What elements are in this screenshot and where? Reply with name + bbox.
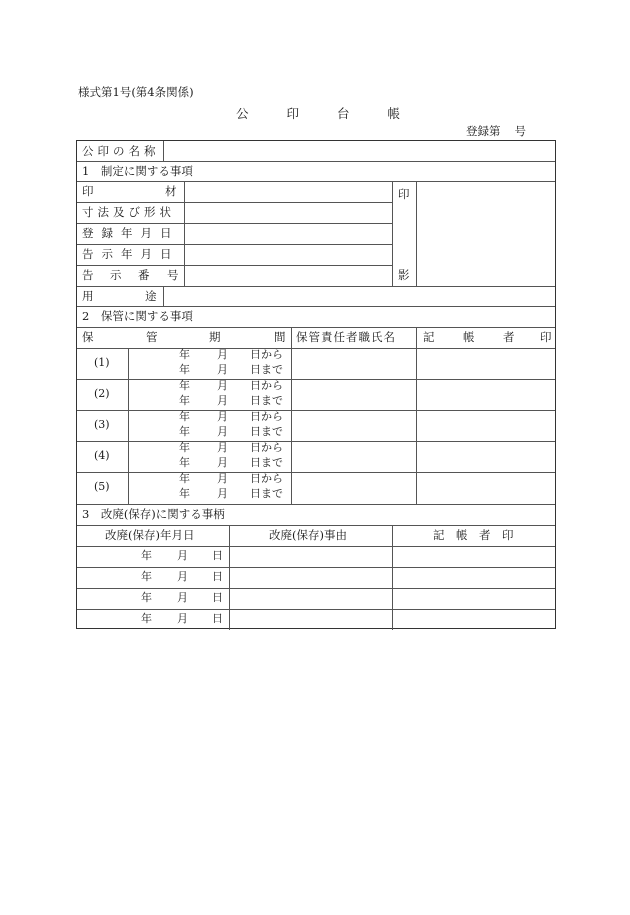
from-day: 日から bbox=[250, 441, 283, 454]
from-month: 月 bbox=[217, 441, 228, 454]
to-month: 月 bbox=[217, 487, 228, 500]
to-month: 月 bbox=[217, 456, 228, 469]
title-char: 台 bbox=[337, 106, 350, 121]
material-label-1: 印 bbox=[82, 184, 94, 198]
period-row-number: (1) bbox=[94, 356, 110, 369]
to-year: 年 bbox=[179, 487, 190, 500]
from-year: 年 bbox=[179, 410, 190, 423]
to-month: 月 bbox=[217, 394, 228, 407]
size-shape-label: 寸法及び形状 bbox=[82, 205, 175, 219]
to-year: 年 bbox=[179, 425, 190, 438]
notice-number-label-1: 告 bbox=[82, 268, 94, 282]
from-year: 年 bbox=[179, 472, 190, 485]
section3-heading: 3 改廃(保存)に関する事柄 bbox=[82, 507, 225, 521]
change-day: 日 bbox=[212, 591, 223, 604]
page-title bbox=[236, 104, 400, 122]
change-year: 年 bbox=[141, 591, 152, 604]
to-day: 日まで bbox=[250, 456, 283, 469]
impression-label-bottom: 影 bbox=[398, 268, 410, 282]
seal-name-label: 公印の名称 bbox=[82, 144, 160, 158]
period-row-number: (3) bbox=[94, 418, 110, 431]
registration-number bbox=[466, 123, 526, 139]
purpose-label-2: 途 bbox=[145, 289, 157, 303]
change-year: 年 bbox=[141, 570, 152, 583]
to-month: 月 bbox=[217, 363, 228, 376]
purpose-label-1: 用 bbox=[82, 289, 94, 303]
form-number: 様式第1号(第4条関係) bbox=[78, 85, 194, 99]
to-day: 日まで bbox=[250, 487, 283, 500]
section1-heading: 1 制定に関する事項 bbox=[82, 164, 193, 178]
registration-suffix: 号 bbox=[514, 124, 526, 138]
from-year: 年 bbox=[179, 348, 190, 361]
notice-number-label-3: 番 bbox=[138, 268, 150, 282]
to-year: 年 bbox=[179, 363, 190, 376]
change-month: 月 bbox=[177, 591, 188, 604]
recorder-header-3: 者 bbox=[503, 330, 515, 344]
to-year: 年 bbox=[179, 456, 190, 469]
from-month: 月 bbox=[217, 472, 228, 485]
change-month: 月 bbox=[177, 549, 188, 562]
title-char: 公 bbox=[236, 106, 249, 121]
period-row-number: (2) bbox=[94, 387, 110, 400]
custodian-header: 保管責任者職氏名 bbox=[296, 330, 396, 344]
from-day: 日から bbox=[250, 410, 283, 423]
notice-number-label-2: 示 bbox=[110, 268, 122, 282]
period-row-number: (4) bbox=[94, 449, 110, 462]
to-year: 年 bbox=[179, 394, 190, 407]
change-reason-header: 改廃(保存)事由 bbox=[269, 528, 347, 542]
change-year: 年 bbox=[141, 612, 152, 625]
section2-heading: 2 保管に関する事項 bbox=[82, 309, 193, 323]
to-day: 日まで bbox=[250, 394, 283, 407]
from-year: 年 bbox=[179, 379, 190, 392]
from-month: 月 bbox=[217, 379, 228, 392]
to-month: 月 bbox=[217, 425, 228, 438]
recorder-header-2: 帳 bbox=[463, 330, 475, 344]
to-day: 日まで bbox=[250, 363, 283, 376]
from-day: 日から bbox=[250, 348, 283, 361]
impression-label-top: 印 bbox=[398, 187, 410, 201]
change-day: 日 bbox=[212, 570, 223, 583]
title-char: 印 bbox=[286, 106, 300, 121]
from-day: 日から bbox=[250, 379, 283, 392]
seal-register-form bbox=[76, 140, 556, 629]
change-day: 日 bbox=[212, 612, 223, 625]
change-day: 日 bbox=[212, 549, 223, 562]
change-year: 年 bbox=[141, 549, 152, 562]
period-header-1: 保 bbox=[82, 330, 94, 344]
to-day: 日まで bbox=[250, 425, 283, 438]
change-date-header: 改廃(保存)年月日 bbox=[105, 528, 195, 542]
period-row-number: (5) bbox=[94, 480, 110, 493]
period-header-2: 管 bbox=[146, 330, 158, 344]
notice-date-label: 告示年月日 bbox=[82, 247, 180, 261]
change-month: 月 bbox=[177, 612, 188, 625]
registration-date-label: 登録年月日 bbox=[82, 226, 180, 240]
from-year: 年 bbox=[179, 441, 190, 454]
recorder-header-1: 記 bbox=[423, 330, 435, 344]
change-recorder-header: 記 帳 者 印 bbox=[433, 528, 514, 542]
notice-number-label-4: 号 bbox=[167, 268, 179, 282]
registration-prefix: 登録第 bbox=[466, 124, 501, 138]
recorder-header-4: 印 bbox=[540, 330, 552, 344]
material-label-2: 材 bbox=[165, 184, 177, 198]
period-header-4: 間 bbox=[274, 330, 286, 344]
change-month: 月 bbox=[177, 570, 188, 583]
from-month: 月 bbox=[217, 348, 228, 361]
title-char: 帳 bbox=[387, 106, 401, 121]
from-day: 日から bbox=[250, 472, 283, 485]
from-month: 月 bbox=[217, 410, 228, 423]
period-header-3: 期 bbox=[209, 330, 221, 344]
